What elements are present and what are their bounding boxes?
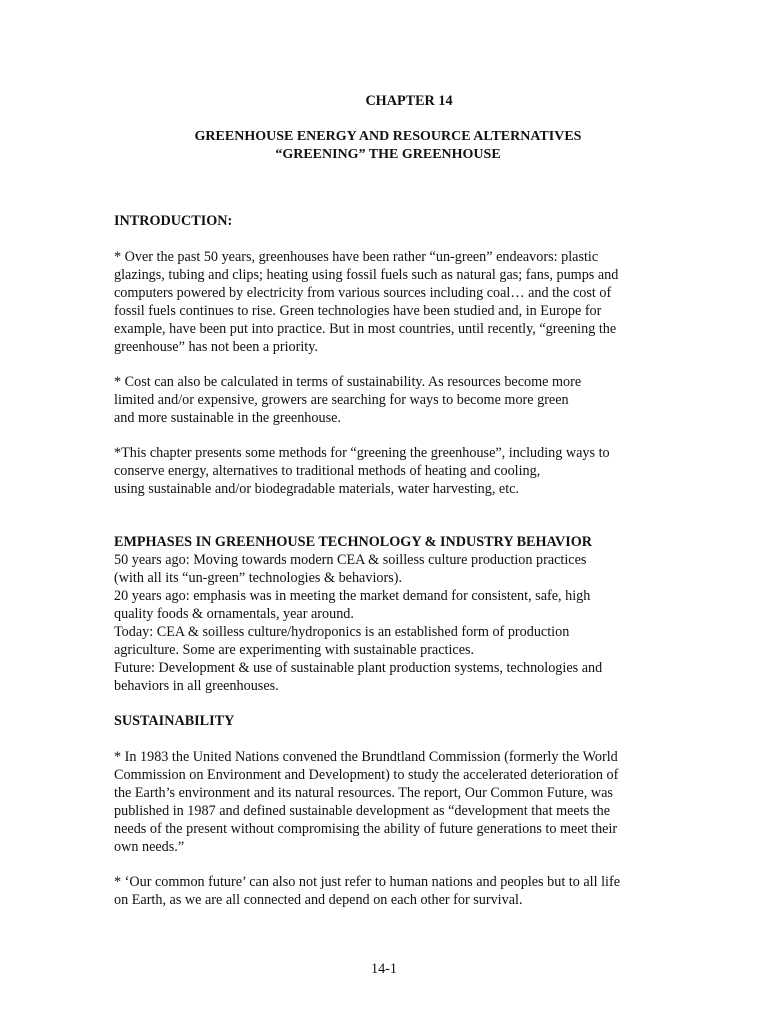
emphases-item <box>114 551 654 587</box>
paragraph-line: needs of the present without compromising the ability of future generations to meet their <box>114 821 618 837</box>
paragraph-line: on Earth, as we are all connected and depend on each other for survival. <box>114 892 523 908</box>
intro-paragraph-2 <box>114 373 654 427</box>
paragraph-line: Today: CEA & soilless culture/hydroponics is an established form of production <box>114 624 570 640</box>
chapter-title <box>114 128 654 164</box>
paragraph-line: * In 1983 the United Nations convened the Brundtland Commission (formerly the World <box>114 749 618 765</box>
emphases-item <box>114 623 654 659</box>
paragraph-line: glazings, tubing and clips; heating using fossil fuels such as natural gas; fans, pumps and <box>114 267 619 283</box>
paragraph-line: 20 years ago: emphasis was in meeting the market demand for consistent, safe, high <box>114 588 591 604</box>
sustainability-paragraph-2 <box>114 873 654 909</box>
introduction-heading: INTRODUCTION: <box>114 213 233 229</box>
chapter-title-line-1: GREENHOUSE ENERGY AND RESOURCE ALTERNATIVES <box>194 129 582 144</box>
paragraph-line: (with all its “un-green” technologies & behaviors). <box>114 570 402 586</box>
sustainability-heading: SUSTAINABILITY <box>114 713 235 729</box>
paragraph-line: * ‘Our common future’ can also not just refer to human nations and peoples but to all life <box>114 874 621 890</box>
paragraph-line: * Over the past 50 years, greenhouses have been rather “un-green” endeavors: plastic <box>114 249 599 265</box>
paragraph-line: * Cost can also be calculated in terms of sustainability. As resources become more <box>114 374 582 390</box>
paragraph-line: and more sustainable in the greenhouse. <box>114 410 341 426</box>
chapter-label: CHAPTER 14 <box>365 93 453 109</box>
paragraph-line: limited and/or expensive, growers are searching for ways to become more green <box>114 392 569 408</box>
chapter-title-line-2: “GREENING” THE GREENHOUSE <box>275 147 501 162</box>
intro-paragraph-3 <box>114 444 654 498</box>
paragraph-line: Commission on Environment and Development) to study the accelerated deterioration of <box>114 767 619 783</box>
paragraph-line: greenhouse” has not been a priority. <box>114 339 318 355</box>
paragraph-line: agriculture. Some are experimenting with sustainable practices. <box>114 642 475 658</box>
paragraph-line: *This chapter presents some methods for “greening the greenhouse”, including ways to <box>114 445 610 461</box>
emphases-item <box>114 587 654 623</box>
paragraph-line: conserve energy, alternatives to traditional methods of heating and cooling, <box>114 463 541 479</box>
page-number: 14-1 <box>370 961 397 977</box>
paragraph-line: fossil fuels continues to rise. Green technologies have been studied and, in Europe for <box>114 303 602 319</box>
paragraph-line: computers powered by electricity from various sources including coal… and the cost of <box>114 285 612 301</box>
intro-paragraph-1 <box>114 248 654 356</box>
paragraph-line: behaviors in all greenhouses. <box>114 678 279 694</box>
paragraph-line: published in 1987 and defined sustainable development as “development that meets the <box>114 803 611 819</box>
emphases-list <box>114 551 654 695</box>
emphases-item <box>114 659 654 695</box>
paragraph-line: Future: Development & use of sustainable plant production systems, technologies and <box>114 660 603 676</box>
paragraph-line: own needs.” <box>114 839 185 855</box>
sustainability-paragraph-1 <box>114 748 654 856</box>
paragraph-line: 50 years ago: Moving towards modern CEA & soilless culture production practices <box>114 552 587 568</box>
page-content <box>114 92 654 909</box>
emphases-heading: EMPHASES IN GREENHOUSE TECHNOLOGY & INDUSTRY BEHAVIOR <box>114 534 593 550</box>
paragraph-line: using sustainable and/or biodegradable materials, water harvesting, etc. <box>114 481 519 497</box>
paragraph-line: quality foods & ornamentals, year around. <box>114 606 354 622</box>
paragraph-line: example, have been put into practice. But in most countries, until recently, “greening the <box>114 321 617 337</box>
paragraph-line: the Earth’s environment and its natural resources. The report, Our Common Future, was <box>114 785 613 801</box>
